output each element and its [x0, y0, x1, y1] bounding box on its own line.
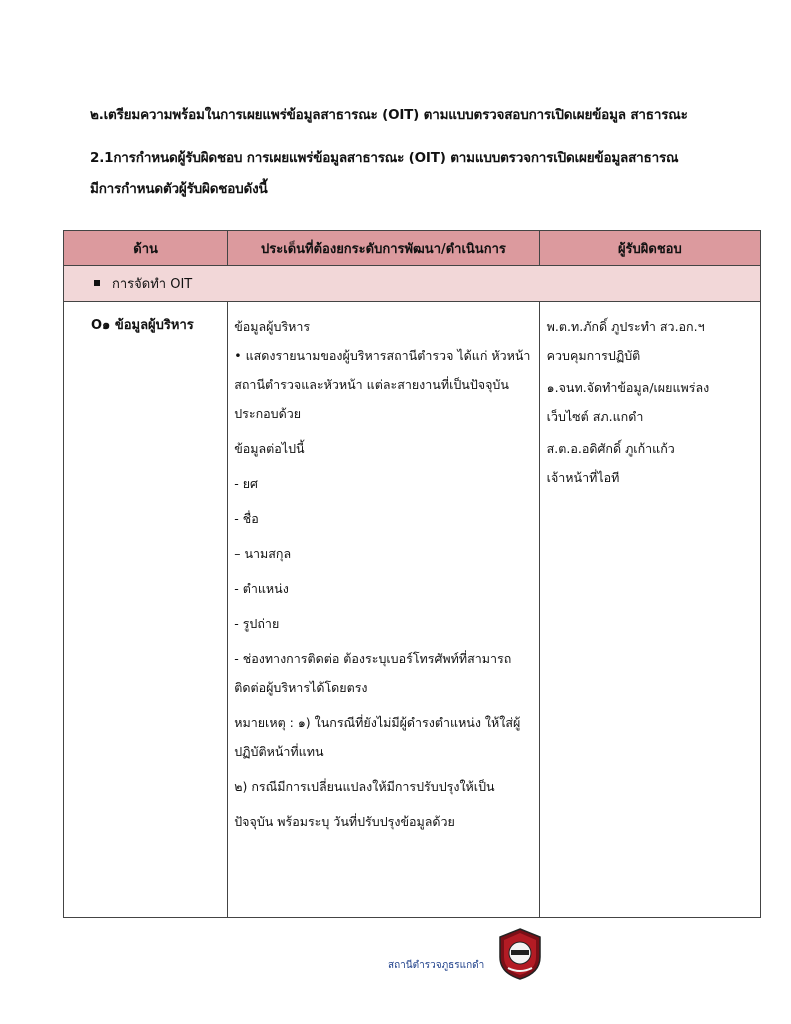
responsible-line: เว็บไซต์ สภ.แกดำ [546, 409, 644, 424]
header-responsible: ผู้รับผิดชอบ [539, 231, 760, 266]
detail-line: - ตำแหน่ง [234, 581, 289, 596]
responsible-line: พ.ต.ท.ภักดิ์ ภูประทำ สว.อก.ฯ [546, 319, 705, 334]
square-bullet-icon [94, 280, 100, 286]
responsible-line: เจ้าหน้าที่ไอที [546, 470, 620, 485]
header-issue: ประเด็นที่ต้องยกระดับการพัฒนา/ดำเนินการ [228, 231, 539, 266]
detail-line: - รูปถ่าย [234, 616, 280, 631]
responsible-line: ๑.จนท.จัดทำข้อมูล/เผยแพร่ลง [546, 380, 710, 395]
detail-line: ๒) กรณีมีการเปลี่ยนแปลงให้มีการปรับปรุงให้เป็น [234, 779, 495, 794]
detail-line: ข้อมูลต่อไปนี้ [234, 441, 305, 456]
detail-line: – นามสกุล [234, 546, 292, 561]
responsibility-table [63, 230, 761, 918]
detail-line: ติดต่อผู้บริหารได้โดยตรง [234, 680, 368, 695]
subsection-2-1-heading-cont: มีการกำหนดตัวผู้รับผิดชอบดังนี้ [90, 181, 268, 197]
detail-line: ประกอบด้วย [234, 406, 302, 421]
detail-line: สถานีตำรวจและหัวหน้า แต่ละสายงานที่เป็นปัจจุบัน [234, 377, 509, 392]
detail-line: - ชื่อ [234, 511, 259, 526]
table-header-row [64, 231, 761, 266]
section-cell [64, 266, 761, 302]
section-2-heading: ๒.เตรียมความพร้อมในการเผยแพร่ข้อมูลสาธารณะ (OIT) ตามแบบตรวจสอบการเปิดเผยข้อมูล สาธารณะ [90, 107, 688, 123]
detail-line: • แสดงรายนามของผู้บริหารสถานีตำรวจ ได้แก่ หัวหน้า [234, 348, 531, 363]
detail-line: ปฏิบัติหน้าที่แทน [234, 744, 324, 759]
footer-station-name: สถานีตำรวจภูธรแกดำ [388, 960, 485, 971]
header-aspect: ด้าน [64, 231, 228, 266]
responsible-line: ควบคุมการปฏิบัติ [546, 348, 641, 363]
responsible-line: ส.ต.อ.อดิศักดิ์ ภูเก้าแก้ว [546, 441, 675, 456]
responsible-cell [539, 302, 760, 918]
detail-line: ข้อมูลผู้บริหาร [234, 319, 311, 334]
section-row [64, 266, 761, 302]
section-label: การจัดทำ OIT [112, 277, 193, 292]
detail-line: หมายเหตุ : ๑) ในกรณีที่ยังไม่มีผู้ดำรงตำแหน่ง ให้ใส่ผู้ [234, 715, 521, 730]
police-emblem-icon [494, 927, 546, 981]
detail-line: - ช่องทางการติดต่อ ต้องระบุเบอร์โทรศัพท์ที่สามารถ [234, 651, 512, 666]
subsection-2-1-heading: 2.1การกำหนดผู้รับผิดชอบ การเผยแพร่ข้อมูลสาธารณะ (OIT) ตามแบบตรวจการเปิดเผยข้อมูลสาธารณ [90, 150, 679, 166]
table-row [64, 302, 761, 918]
detail-line: ปัจจุบัน พร้อมระบุ วันที่ปรับปรุงข้อมูลด้วย [234, 814, 455, 829]
detail-line: - ยศ [234, 476, 258, 491]
topic-cell: O๑ ข้อมูลผู้บริหาร [64, 302, 228, 918]
detail-cell [228, 302, 539, 918]
